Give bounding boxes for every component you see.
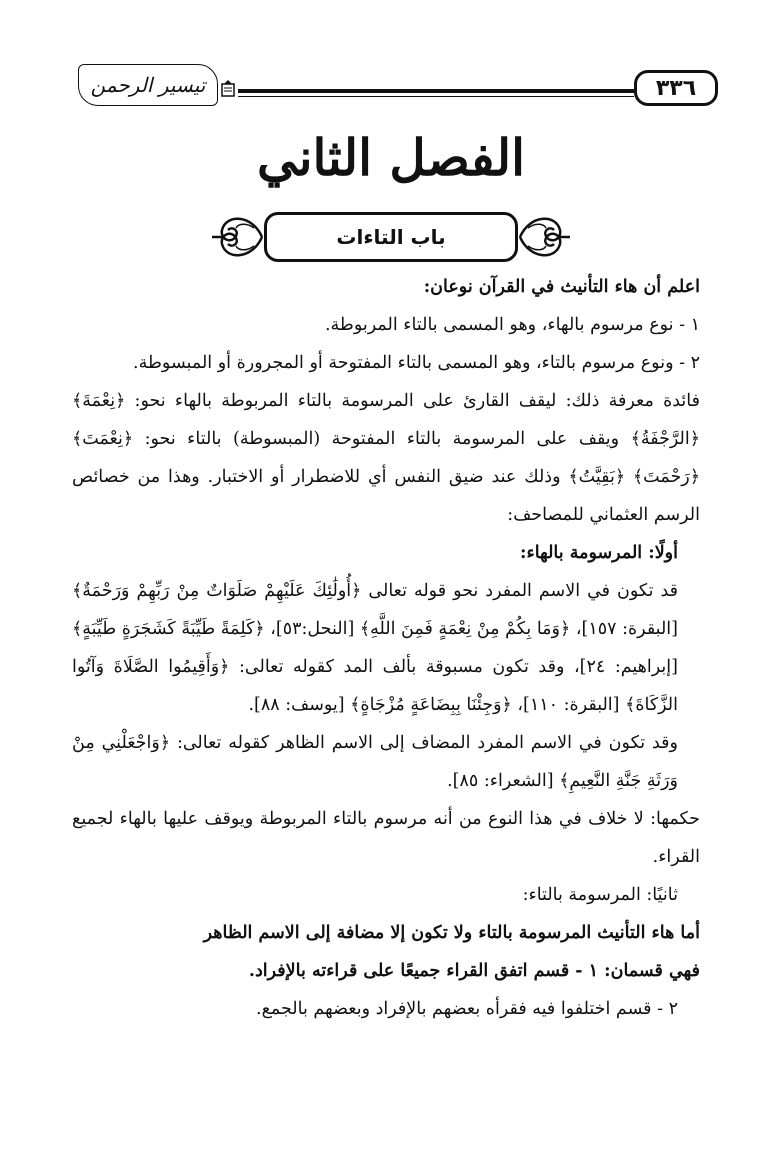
subheading-first: أولًا: المرسومة بالهاء:	[520, 543, 678, 563]
list-item-2: ٢ - ونوع مرسوم بالتاء، وهو المسمى بالتاء المفتوحة أو المجرورة أو المبسوطة.	[133, 353, 700, 373]
header-rule	[238, 89, 634, 93]
header-rule-thin	[238, 96, 634, 97]
section-banner	[206, 206, 576, 268]
ruling-paragraph: حكمها: لا خلاف في هذا النوع من أنه مرسوم بالتاء المربوطة ويوقف عليها بالهاء لجميع القراء.	[72, 809, 700, 867]
division-line-1: فهي قسمان: ١ - قسم اتفق القراء جميعًا على قراءته بالإفراد.	[248, 961, 700, 981]
division-line-2: ٢ - قسم اختلفوا فيه فقرأه بعضهم بالإفراد وبعضهم بالجمع.	[256, 999, 678, 1019]
intro-paragraph: اعلم أن هاء التأنيث في القرآن نوعان:	[423, 277, 700, 297]
chapter-title: الفصل الثاني	[256, 128, 526, 187]
book-ornament-icon	[220, 80, 236, 98]
page-number: ٣٣٦	[634, 70, 718, 106]
examples-paragraph: قد تكون في الاسم المفرد نحو قوله تعالى ﴿أُولَٰئِكَ عَلَيْهِمْ صَلَوَاتٌ مِنْ رَبِّهِمْ وَرَحْمَةٌ﴾ [البقرة: ١٥٧]، ﴿وَمَا بِكُمْ مِنْ نِعْمَةٍ فَمِنَ اللَّهِ﴾ [النحل:٥٣]، ﴿كَلِمَةً طَيِّبَةً كَشَجَرَةٍ طَيِّبَةٍ﴾ [إبراهيم: ٢٤]، وقد تكون مسبوقة بألف المد كقوله تعالى: ﴿وَأَقِيمُوا الصَّلَاةَ وَآتُوا الزَّكَاةَ﴾ [البقرة: ١١٠]، ﴿وَجِئْنَا بِبِضَاعَةٍ مُزْجَاةٍ﴾ [يوسف: ٨٨].	[72, 581, 678, 715]
construct-paragraph: وقد تكون في الاسم المفرد المضاف إلى الاسم الظاهر كقوله تعالى: ﴿وَاجْعَلْنِي مِنْ وَرَثَةِ جَنَّةِ النَّعِيمِ﴾ [الشعراء: ٨٥].	[72, 733, 678, 791]
body-text	[72, 268, 700, 1028]
second-type-intro: أما هاء التأنيث المرسومة بالتاء ولا تكون إلا مضافة إلى الاسم الظاهر	[203, 923, 700, 943]
section-title: باب التاءات	[264, 212, 518, 262]
running-book-title: تيسير الرحمن	[78, 64, 218, 106]
list-item-1: ١ - نوع مرسوم بالهاء، وهو المسمى بالتاء المربوطة.	[324, 315, 700, 335]
subheading-second: ثانيًا: المرسومة بالتاء:	[522, 885, 678, 905]
page-header	[78, 62, 718, 120]
scroll-ornament-icon	[516, 206, 576, 268]
scroll-ornament-icon	[206, 206, 266, 268]
benefit-paragraph: فائدة معرفة ذلك: ليقف القارئ على المرسومة بالتاء المربوطة بالهاء نحو: ﴿نِعْمَةَ﴾ ﴿الرَّجْفَةُ﴾ ويقف على المرسومة بالتاء المفتوحة (المبسوطة) بالتاء نحو: ﴿نِعْمَتَ﴾ ﴿رَحْمَتَ﴾ ﴿بَقِيَّتُ﴾ وذلك عند ضيق النفس أي للاضطرار أو الاختبار. وهذا من خصائص الرسم العثماني للمصاحف:	[72, 391, 700, 525]
